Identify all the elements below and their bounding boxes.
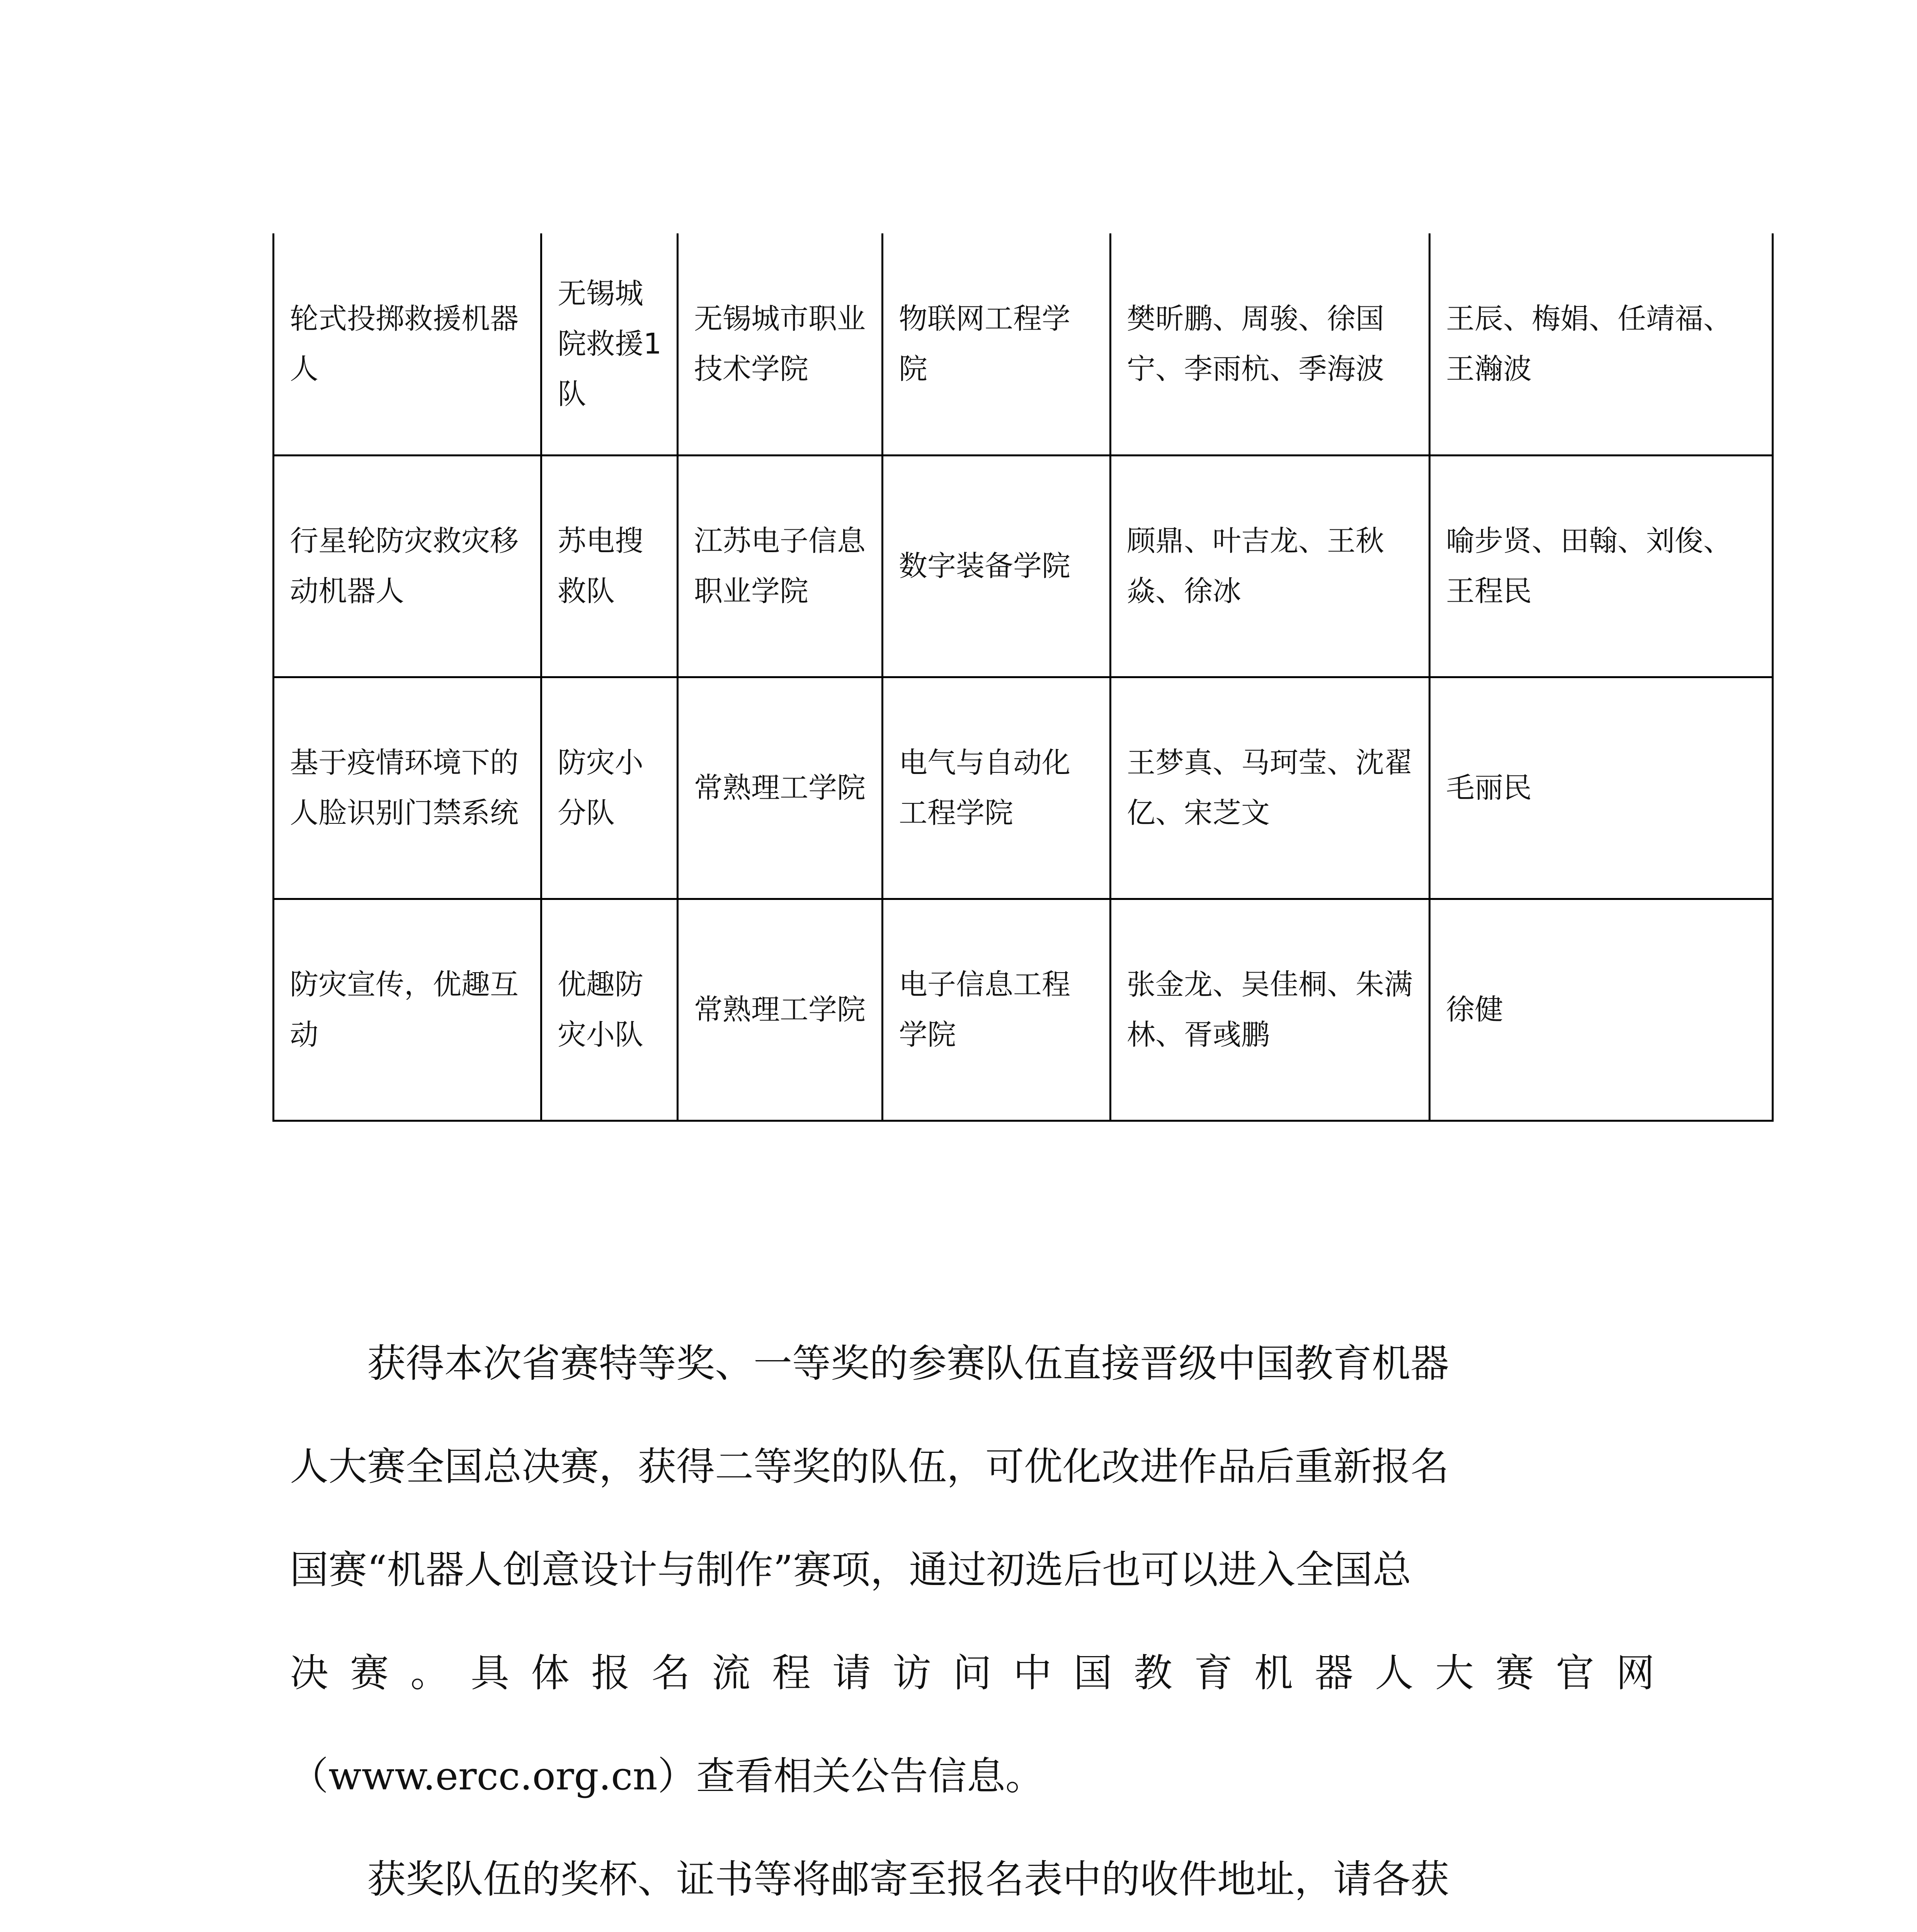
paragraph-line: 获奖队伍的奖杯、证书等将邮寄至报名表中的收件地址，请各获: [367, 1857, 1449, 1902]
school-cell: 常熟理工学院: [678, 899, 883, 1121]
paragraph-line: 决赛。具体报名流程请访问中国教育机器人大赛官网: [290, 1650, 1676, 1696]
project-name-cell: 轮式投掷救援机器人: [274, 233, 541, 455]
team-name-cell: 苏电搜救队: [541, 455, 678, 677]
members-cell: 樊昕鹏、周骏、徐国宁、李雨杭、季海波: [1111, 233, 1430, 455]
members-cell: 王梦真、马珂莹、沈翟亿、宋芝文: [1111, 677, 1430, 899]
table-row: [274, 455, 1773, 677]
table-row: [274, 233, 1773, 455]
team-name-cell: 防灾小分队: [541, 677, 678, 899]
paragraph-line: 国赛“机器人创意设计与制作”赛项，通过初选后也可以进入全国总: [290, 1547, 1412, 1592]
department-cell: 物联网工程学院: [883, 233, 1111, 455]
team-name-cell: 优趣防灾小队: [541, 899, 678, 1121]
award-table: [272, 233, 1774, 1122]
members-cell: 张金龙、吴佳桐、朱满林、胥彧鹏: [1111, 899, 1430, 1121]
department-cell: 电气与自动化工程学院: [883, 677, 1111, 899]
school-cell: 常熟理工学院: [678, 677, 883, 899]
table-row: [274, 677, 1773, 899]
instructors-cell: 王辰、梅娟、任靖福、王瀚波: [1430, 233, 1773, 455]
school-cell: 江苏电子信息职业学院: [678, 455, 883, 677]
department-cell: 电子信息工程学院: [883, 899, 1111, 1121]
instructors-cell: 毛丽民: [1430, 677, 1773, 899]
project-name-cell: 基于疫情环境下的人脸识别门禁系统: [274, 677, 541, 899]
instructors-cell: 喻步贤、田翰、刘俊、王程民: [1430, 455, 1773, 677]
paragraph-line: 获得本次省赛特等奖、一等奖的参赛队伍直接晋级中国教育机器: [367, 1341, 1449, 1386]
delivery-paragraph: [290, 1828, 1625, 1932]
advancement-paragraph: [290, 1312, 1676, 1828]
paragraph-line: （www.ercc.org.cn）查看相关公告信息。: [290, 1753, 1044, 1799]
project-name-cell: 行星轮防灾救灾移动机器人: [274, 455, 541, 677]
paragraph-line: 人大赛全国总决赛，获得二等奖的队伍，可优化改进作品后重新报名: [290, 1444, 1449, 1489]
department-cell: 数字装备学院: [883, 455, 1111, 677]
team-name-cell: 无锡城院救援1队: [541, 233, 678, 455]
instructors-cell: 徐健: [1430, 899, 1773, 1121]
table-row: [274, 899, 1773, 1121]
project-name-cell: 防灾宣传，优趣互动: [274, 899, 541, 1121]
members-cell: 顾鼎、叶吉龙、王秋焱、徐冰: [1111, 455, 1430, 677]
school-cell: 无锡城市职业技术学院: [678, 233, 883, 455]
